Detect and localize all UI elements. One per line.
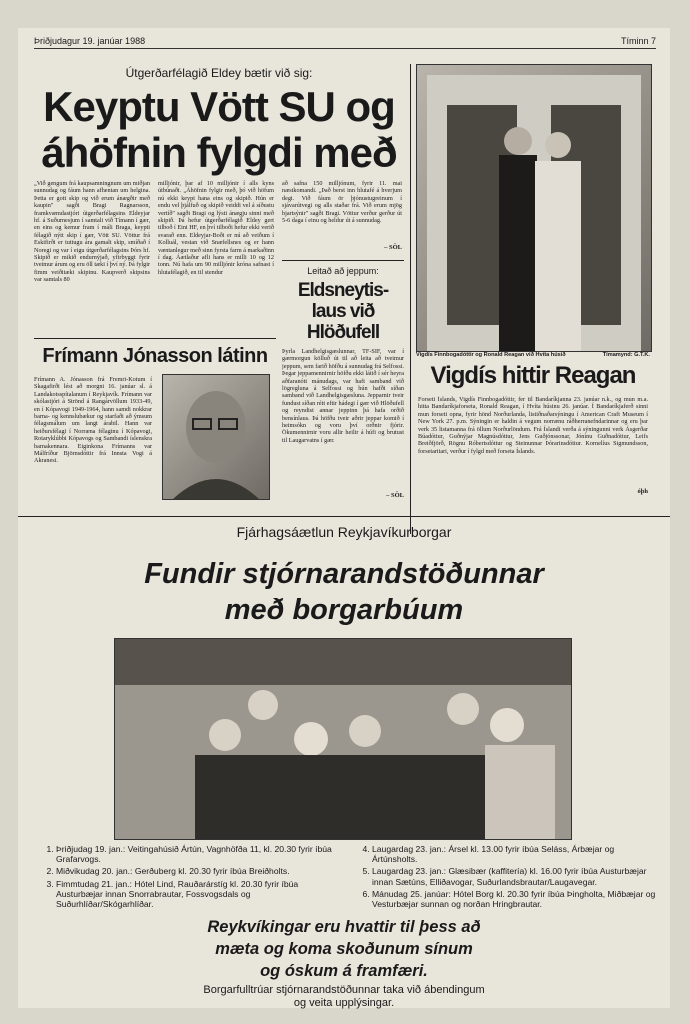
article4-headline: Vigdís hittir Reagan — [430, 362, 636, 389]
article3-body: Frímann A. Jónasson frá Fremri-Kotum í Skagafirði lést að morgni 16. janúar sl. á Landakotsspítalanum í Reykjavík. Frímann var skólastjóri á Strönd á Rangárvöllum 1933-49, en í Kópavogi 1949-1964, hann samdi nokkrar barna- og kennslubækur og starfaði að ýmsum félagsmálum um langt árabil. Hann var heiðursfélagi í Norræna félaginu í Kópavogi, Rotaryklúbbi Kópavogs og Sambandi íslenskra barnakennara. Eiginkona Frímanns var Málfríður Björnsdóttir frá Innsta Vogi á Akranesi. — [34, 376, 152, 465]
photo-credit: Tímamynd: G.T.K. — [602, 352, 650, 358]
article3-headline: Frímann Jónasson látinn — [42, 345, 268, 367]
ad-footer-line1: Borgarfulltrúar stjórnarandstöðunnar taka við ábendingum — [203, 984, 485, 996]
ad-headline-line2: með borgarbúum — [224, 594, 464, 626]
photo-caption-row — [416, 352, 650, 358]
ad-top-rule — [18, 516, 670, 517]
article2-kicker: Leitað að jeppum: — [307, 266, 379, 276]
article1-headline-line2: áhöfnin fylgdi með — [41, 129, 397, 176]
article2-signature: – SÖL — [386, 492, 404, 499]
meeting-item-4: 4. Laugardag 23. jan.: Ársel kl. 13.00 fyrir íbúa Seláss, Árbæjar og Ártúnsholts. — [372, 844, 656, 864]
article2-headline: Eldsneytis-laus við Hlöðufell — [297, 280, 389, 343]
ad-kicker: Fjárhagsáætlun Reykjavíkurborgar — [236, 524, 452, 540]
portrait-photo — [162, 374, 270, 500]
ad-footer-line2: og veita upplýsingar. — [293, 997, 395, 1009]
meeting-item-6: 6. Mánudag 25. janúar: Hótel Borg kl. 20.30 fyrir íbúa Þingholta, Miðbæjar og Vesturbæjar sunnan og norðan Hringbrautar. — [372, 889, 656, 909]
article4-signature: óþh — [637, 488, 648, 495]
page-header — [34, 34, 656, 49]
header-paper: Tíminn 7 — [620, 36, 656, 46]
group-photo-scene — [115, 639, 571, 839]
reagan-photo-scene — [417, 65, 651, 351]
meeting-list-left — [40, 844, 340, 911]
ad-slogan — [18, 916, 670, 982]
article1-col3-text: að safna 150 milljónum, fyrir 11. mai næstkomandi. „Það berst inn hlutafé á hverjum degi. Við fáum ör þjónustugreinum í sjávarútvegi og alls staðar frá. Við erum mjög bjartsýnir" sagði Bragi. Vöttur verður gerður út 5-6 daga í einu og heldur út á sunnudag. — [282, 180, 402, 225]
article4-body: Forseti Íslands, Vigdís Finnbogadóttir, fer til Bandaríkjanna 23. janúar n.k., og mun m.a. hitta Bandaríkjaforseta, Ronald Reagan, í Hvíta húsinu 26. janúar. Í Bandaríkjaferð sinni mun forseti opna, fyrir hönd Norðurlanda, listiðnaðarsýningu í American Craft Museum í New York 27. p.m. Sýningin er haldin á vegum norrænu ráðherranefndarinnar og eru þar verk 35 listamanna frá öllum Norðurlöndum. Frá Íslandi verða á sýningunni verk Ásgerðar Búadóttur, Guðnýjar Magnúsdóttur, Jens Guðjónssonar, Jónínu Guðnadóttur, Leifs Breiðfjörð, Rögnu Róbertsdóttur og Steinunnar Þórarinsdóttur. Kornelíus Sigmundsson, forsetaritari, verður í fylgd með forseta Íslands. — [418, 396, 648, 455]
portrait-figure — [163, 375, 269, 499]
article3-rule — [34, 338, 276, 339]
column-divider — [410, 64, 411, 534]
group-photo — [114, 638, 572, 840]
photo-caption: Vigdís Finnbogadóttir og Ronald Reagan við Hvíta húsið — [416, 352, 566, 358]
meeting-list-right — [356, 844, 656, 911]
reagan-photo — [416, 64, 652, 352]
article4-body-wrap — [418, 396, 648, 495]
ad-slogan-line3: og óskum á framfæri. — [260, 962, 428, 980]
article2-rule — [282, 260, 404, 261]
ad-slogan-line2: mæta og koma skoðunum sínum — [215, 940, 473, 958]
article1-signature: – SÖL — [384, 244, 402, 251]
ad-slogan-line1: Reykvíkingar eru hvattir til þess að — [207, 918, 481, 936]
article1-col3 — [282, 180, 402, 251]
article1-col2: milljónir, þar af 10 milljónir í alls kyns útbúnaði. „Áhöfnin fylgir með, þó við höfum nú ekki keypt hana eins og skipið. Hún er endu vel þjálfuð og skipið veiddi vel á síðustu vertíð" sagði Bragi og lýsti ánægju sinni með skipið. Þá hefur útgerðarfélagið Eldey gert tilboð í Eini HF, en því tilboði hefur ekki verið svarað enn. Eldeyjar-Boði er nú að veiðum í Kolluál, vestan við Snæfellsnes og er hann væntanlegur með sinn fyrsta farm á markaðinn í dag. Áætlaður afli hans er milli 10 og 12 tonn. Nú hafa um 90 milljónir króna safnast í hlutafélagið, en til stendur — [158, 180, 274, 276]
meeting-item-2: 2. Miðvikudag 20. jan.: Gerðuberg kl. 20.30 fyrir íbúa Breiðholts. — [56, 866, 340, 876]
ad-footer — [18, 984, 670, 1010]
meeting-item-5: 5. Laugardag 23. jan.: Glæsibær (kaffitería) kl. 16.00 fyrir íbúa Austurbæjar innan Sætúns, Elliðavogar, Suðurlandsbrautar/Laugavegar. — [372, 866, 656, 886]
meeting-item-1: 1. Þriðjudag 19. jan.: Veitingahúsið Ártún, Vagnhöfða 11, kl. 20.30 fyrir íbúa Grafarvogs. — [56, 844, 340, 864]
article2-body: Þyrla Landhelgisgæslunnar, TF-SIF, var í gærmorgun kölluð út til að leita að tveimur jeppum, sem farið höfðu á sunnudag frá Selfossi. Þegar jeppamennirnir höfðu ekki látið í sér heyra aðfaranótt mánudags, var haft samband við lögregluna á Selfossi og hún hafði síðan samband við Landhelgisgæsluna. Jepparnir tveir fundust síðan rétt eftir hádegi í gær við Hlöðufell og reyndist annar jeppinn þá hafa orðið bensínlaus. Þá höfðu tveir aðrir jeppar komið í heimsókn og voru því orðnir fjórir. Ökumennirnir voru allir heilir á húfi og brutust til Laugarvatns í gær. — [282, 348, 404, 444]
article2-body-wrap — [282, 348, 404, 499]
ad-headline-line1: Fundir stjórnarandstöðunnar — [144, 558, 544, 590]
meeting-item-3: 3. Fimmtudag 21. jan.: Hótel Lind, Rauðarárstíg kl. 20.30 fyrir íbúa Austurbæjar innan Snorrabrautar, Fossvogsdals og Suðurhlíðar/Skógarhlíðar. — [56, 879, 340, 910]
article1-col1: „Við gengum frá kaupsamningnum um miðjan sunnudag og fáum hann afhentan um helgina. Þetta er gott skip og við erum ánægðir með kaupin" sagði Bragi Ragnarsson, framkvæmdastjóri útgerðarfélagsins Eldeyjar hf. á Suðurnesjum í samtali við Tímann í gær, en eins og kemur fram í máli Braga, keypti félagið nýtt skip í gær, Vött SU. Vöttur frá Eskifirði er tuttugu ára gamalt skip, smíðað í Noregi og var í eigu útgerðarfélagsins Þórs hf. Skipið er mikið endurnýjað, yfirbyggt fyrir tveimur árum og eru öll tæki í því ný. Þá fylgir fimm veiðitæki skipinu. Kaupverð skipsins var samtals 80 — [34, 180, 150, 284]
article1-kicker: Útgerðarfélagið Eldey bætir við sig: — [125, 66, 313, 80]
newspaper-page — [18, 28, 670, 1008]
article1-headline-line1: Keyptu Vött SU og — [43, 83, 395, 130]
header-date: Þriðjudagur 19. janúar 1988 — [34, 36, 146, 46]
